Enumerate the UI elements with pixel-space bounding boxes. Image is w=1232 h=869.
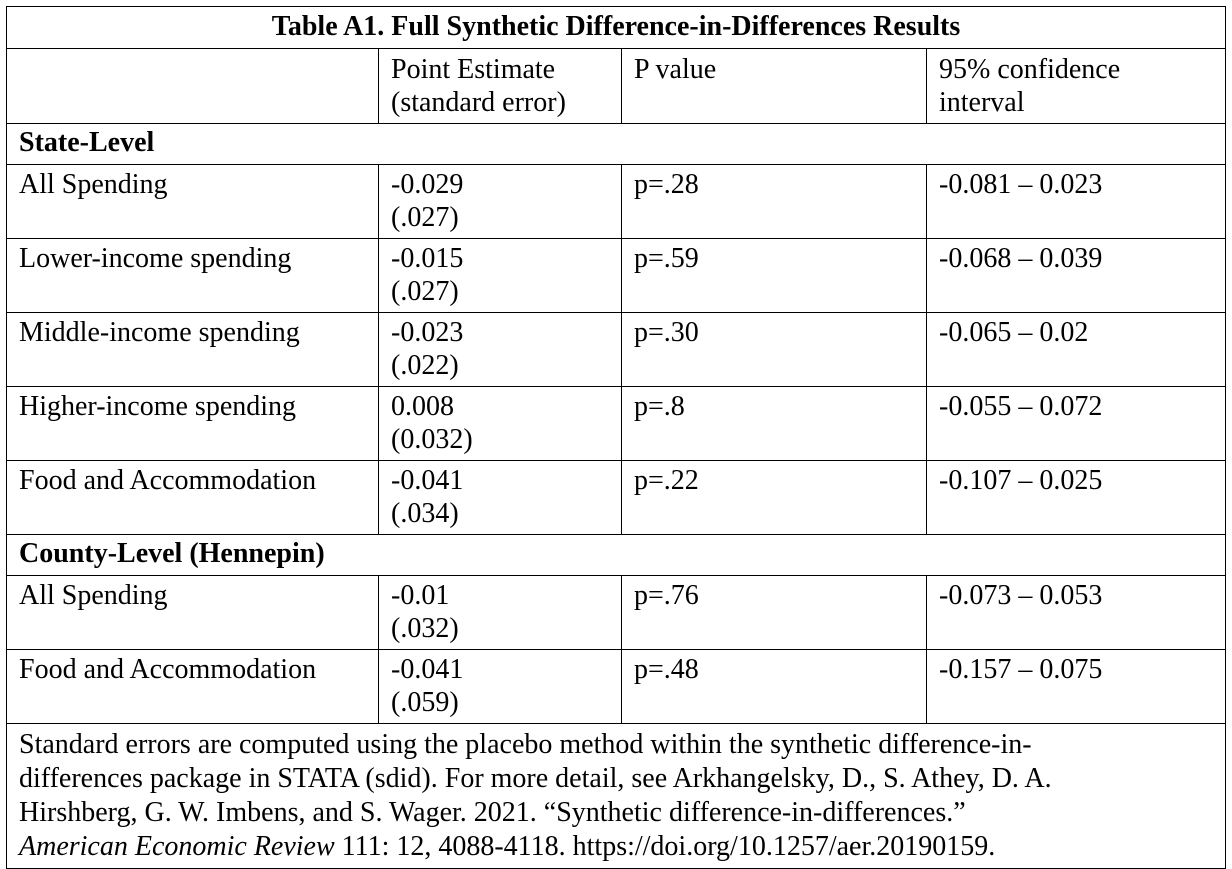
confidence-interval: -0.081 – 0.023 — [927, 165, 1226, 239]
row-estimate-cell — [379, 576, 622, 650]
row-label: Higher-income spending — [7, 387, 379, 461]
standard-error: (.022) — [391, 350, 459, 381]
row-estimate-cell — [379, 650, 622, 724]
standard-error: (.034) — [391, 498, 459, 529]
section-heading: State-Level — [7, 124, 1226, 165]
column-header-pvalue: P value — [622, 49, 927, 124]
row-label: Food and Accommodation — [7, 461, 379, 535]
confidence-interval: -0.055 – 0.072 — [927, 387, 1226, 461]
row-estimate-cell — [379, 313, 622, 387]
row-label: All Spending — [7, 165, 379, 239]
p-value: p=.48 — [622, 650, 927, 724]
point-estimate: -0.041 — [391, 654, 464, 685]
column-header-ci-line1: 95% confidence — [939, 54, 1121, 85]
row-label: Food and Accommodation — [7, 650, 379, 724]
section-row — [7, 535, 1226, 576]
row-estimate-cell — [379, 165, 622, 239]
table-row — [7, 576, 1226, 650]
p-value: p=.76 — [622, 576, 927, 650]
footnote-line-4 — [19, 830, 1217, 864]
row-label: All Spending — [7, 576, 379, 650]
table-row — [7, 650, 1226, 724]
column-header-row — [7, 49, 1226, 124]
table-row — [7, 313, 1226, 387]
row-estimate-cell — [379, 387, 622, 461]
table-footnote — [7, 724, 1226, 869]
confidence-interval: -0.068 – 0.039 — [927, 239, 1226, 313]
footnote-line-3: Hirshberg, G. W. Imbens, and S. Wager. 2021. “Synthetic difference-in-differences.” — [19, 797, 966, 828]
table-row — [7, 165, 1226, 239]
footnote-citation-rest: 111: 12, 4088-4118. https://doi.org/10.1257/aer.20190159. — [334, 831, 996, 862]
column-header-blank — [7, 49, 379, 124]
point-estimate: -0.023 — [391, 317, 464, 348]
confidence-interval: -0.157 – 0.075 — [927, 650, 1226, 724]
table-body — [7, 124, 1226, 724]
p-value: p=.22 — [622, 461, 927, 535]
column-header-estimate-line2: (standard error) — [391, 87, 566, 118]
footnote-journal-name: American Economic Review — [19, 831, 335, 862]
point-estimate: -0.029 — [391, 169, 464, 200]
table-title: Table A1. Full Synthetic Difference-in-Differences Results — [7, 7, 1226, 49]
row-label: Middle-income spending — [7, 313, 379, 387]
standard-error: (.032) — [391, 613, 459, 644]
point-estimate: -0.015 — [391, 243, 464, 274]
row-estimate-cell — [379, 239, 622, 313]
standard-error: (0.032) — [391, 424, 473, 455]
row-estimate-cell — [379, 461, 622, 535]
column-header-ci — [927, 49, 1226, 124]
confidence-interval: -0.073 – 0.053 — [927, 576, 1226, 650]
standard-error: (.027) — [391, 202, 459, 233]
confidence-interval: -0.065 – 0.02 — [927, 313, 1226, 387]
footnote-line-2: differences package in STATA (sdid). For more detail, see Arkhangelsky, D., S. Athey, D. A. — [19, 763, 1052, 794]
row-label: Lower-income spending — [7, 239, 379, 313]
table-row — [7, 461, 1226, 535]
p-value: p=.59 — [622, 239, 927, 313]
footnote-line-1: Standard errors are computed using the placebo method within the synthetic difference-in- — [19, 729, 1032, 760]
point-estimate: 0.008 — [391, 391, 454, 422]
table-row — [7, 387, 1226, 461]
confidence-interval: -0.107 – 0.025 — [927, 461, 1226, 535]
column-header-estimate-line1: Point Estimate — [391, 54, 556, 85]
column-header-ci-line2: interval — [939, 87, 1025, 118]
column-header-estimate — [379, 49, 622, 124]
results-table — [6, 6, 1226, 869]
p-value: p=.8 — [622, 387, 927, 461]
p-value: p=.28 — [622, 165, 927, 239]
p-value: p=.30 — [622, 313, 927, 387]
point-estimate: -0.041 — [391, 465, 464, 496]
standard-error: (.059) — [391, 687, 459, 718]
standard-error: (.027) — [391, 276, 459, 307]
point-estimate: -0.01 — [391, 580, 450, 611]
section-heading: County-Level (Hennepin) — [7, 535, 1226, 576]
section-row — [7, 124, 1226, 165]
table-row — [7, 239, 1226, 313]
